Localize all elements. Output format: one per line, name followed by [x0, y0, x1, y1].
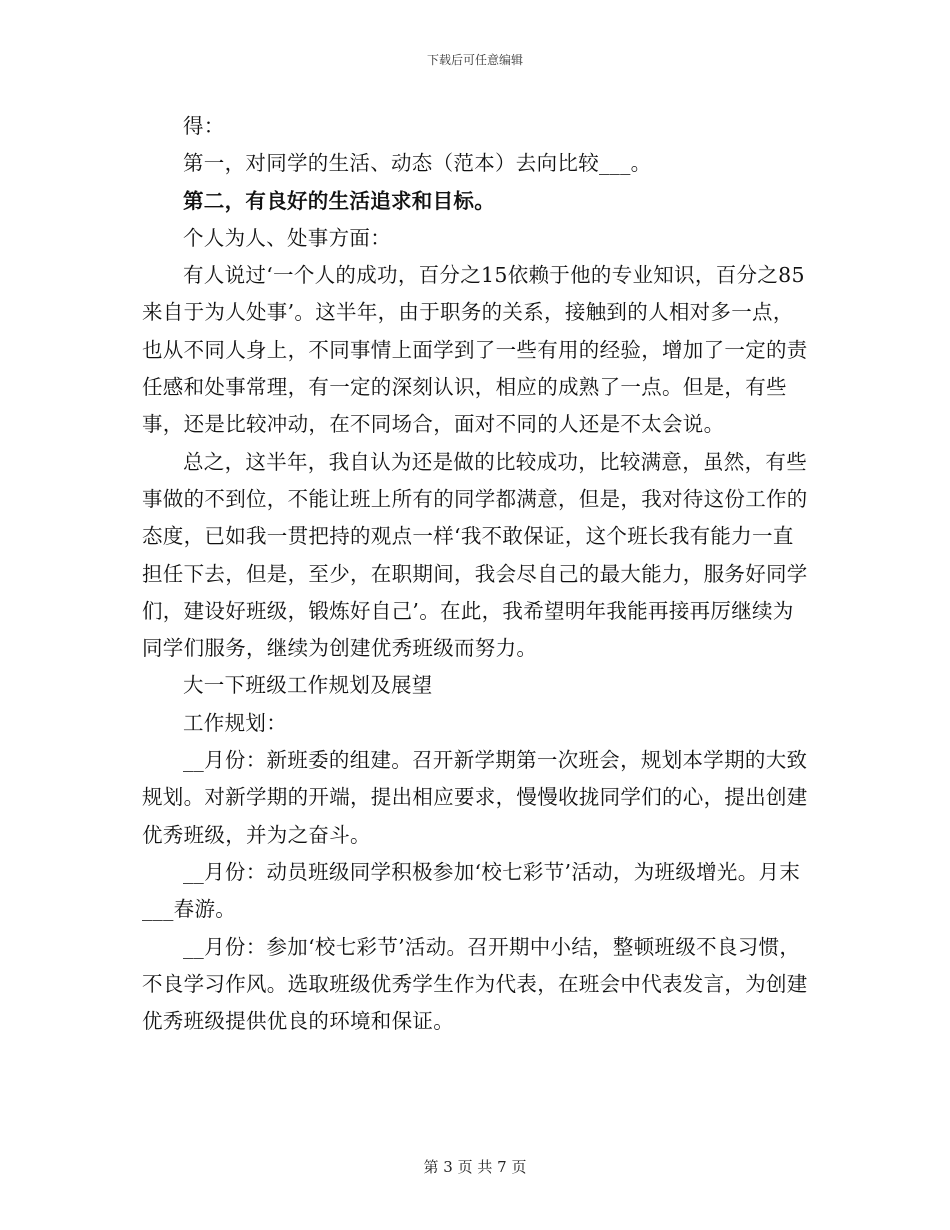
paragraph-plan-title: 大一下班级工作规划及展望 [183, 673, 433, 698]
page-footer: 第 3 页 共 7 页 [423, 1158, 527, 1176]
paragraph-month-two: __月份：动员班级同学积极参加‘校七彩节’活动，为班级增光。月末___春游。 [142, 859, 801, 922]
paragraph-personal-heading: 个人为人、处事方面： [183, 225, 391, 250]
paragraph-personal-body: 有人说过‘一个人的成功，百分之15依赖于他的专业知识，百分之85来自于为人处事’。这半年，由于职务的关系，接触到的人相对多一点，也从不同人身上，不同事情上面学到了一些有用的经验，增加了一定的责任感和处事常理，有一定的深刻认识，相应的成熟了一点。但是，有些事，还是比较冲动，在不同场合，面对不同的人还是不太会说。 [142, 263, 808, 437]
paragraph-de: 得： [183, 114, 225, 138]
document-body [142, 108, 810, 1040]
paragraph-month-one: __月份：新班委的组建。召开新学期第一次班会，规划本学期的大致规划。对新学期的开端，提出相应要求，慢慢收拢同学们的心，提出创建优秀班级，并为之奋斗。 [142, 748, 808, 847]
paragraph-month-three: __月份：参加‘校七彩节’活动。召开期中小结，整顿班级不良习惯，不良学习作风。选取班级优秀学生作为代表，在班会中代表发言，为创建优秀班级提供优良的环境和保证。 [142, 934, 808, 1034]
paragraph-second-point: 第二，有良好的生活追求和目标。 [183, 188, 495, 213]
paragraph-plan-heading: 工作规划： [183, 710, 287, 735]
paragraph-first-point: 第一，对同学的生活、动态（范本）去向比较___。 [183, 151, 652, 176]
paragraph-summary: 总之，这半年，我自认为还是做的比较成功，比较满意，虽然，有些事做的不到位，不能让班上所有的同学都满意，但是，我对待这份工作的态度，已如我一贯把持的观点一样‘我不敢保证，这个班长我有能力一直担任下去，但是，至少，在职期间，我会尽自己的最大能力，服务好同学们，建设好班级，锻炼好自己’。在此，我希望明年我能再接再厉继续为同学们服务，继续为创建优秀班级而努力。 [142, 449, 808, 661]
page-header: 下载后可任意编辑 [426, 53, 523, 67]
